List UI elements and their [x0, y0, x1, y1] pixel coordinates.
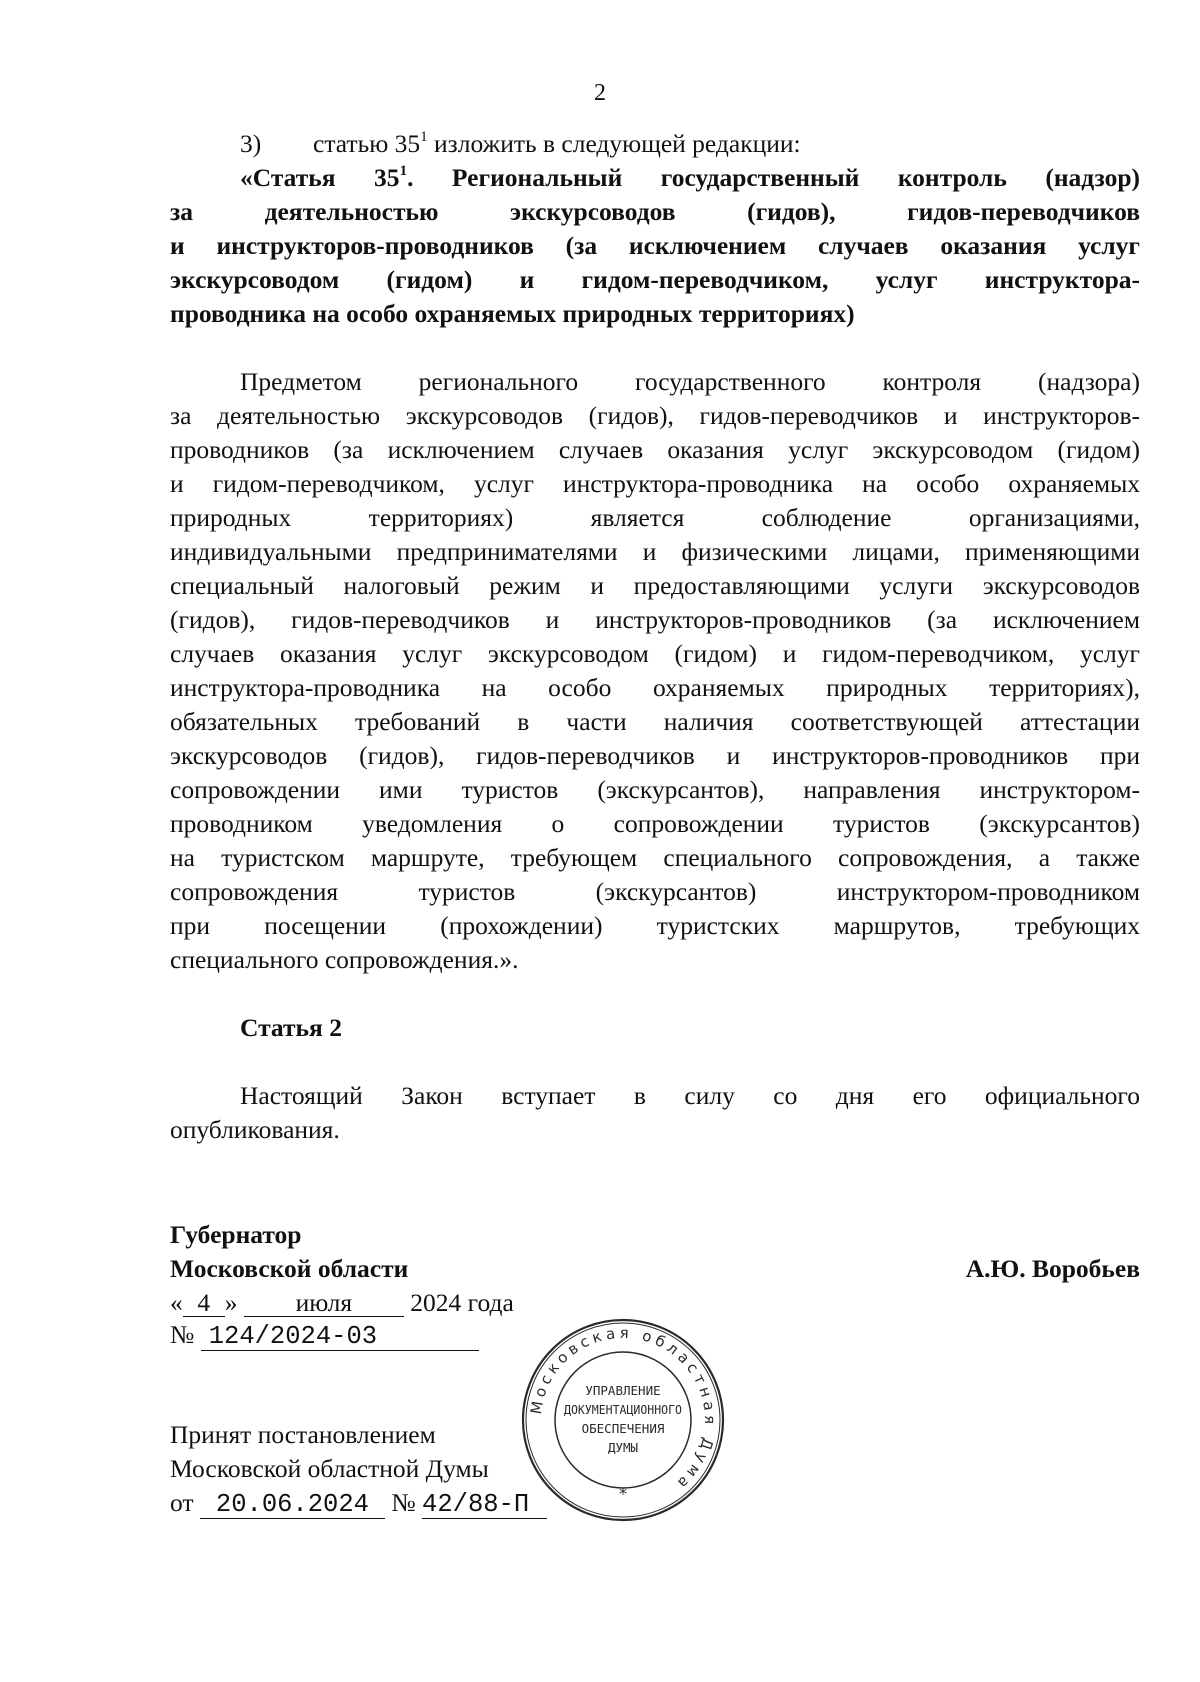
official-seal-stamp [518, 1315, 728, 1525]
seal-center-line-4: ДУМЫ [607, 1440, 639, 1455]
seal-center-line-3: ОБЕСПЕЧЕНИЯ [581, 1421, 665, 1436]
seal-center-line-1: УПРАВЛЕНИЕ [585, 1383, 661, 1398]
adoption-line-3 [170, 1486, 547, 1520]
paragraph-line: (гидов), гидов-переводчиков и инструкторов-проводников (за исключением [170, 605, 1140, 634]
item-superscript: 1 [420, 129, 428, 145]
paragraph-line: сопровождении ими туристов (экскурсантов), направления инструктором- [170, 775, 1140, 804]
article-2-text-line-1: Настоящий Закон вступает в силу со дня его официального [240, 1081, 1140, 1110]
adoption-date: 20.06.2024 [200, 1492, 385, 1519]
paragraph-line: случаев оказания услуг экскурсоводом (гидом) и гидом-переводчиком, услуг [170, 639, 1140, 668]
adoption-number: 42/88-П [422, 1492, 547, 1519]
quote-open: « [170, 1288, 183, 1317]
law-number-value: 124/2024-03 [201, 1324, 479, 1351]
signing-month: июля [244, 1290, 404, 1317]
paragraph-line: Предметом регионального государственного контроля (надзора) [240, 367, 1140, 396]
article-2-heading: Статья 2 [240, 1013, 342, 1042]
item-text-after: изложить в следующей редакции: [427, 129, 801, 158]
paragraph-line: за деятельностью экскурсоводов (гидов), гидов-переводчиков и инструкторов- [170, 401, 1140, 430]
signing-day: 4 [183, 1290, 225, 1317]
paragraph-line: инструктора-проводника на особо охраняемых природных территориях), [170, 673, 1140, 702]
law-number [170, 1318, 479, 1352]
paragraph-line: индивидуальными предпринимателями и физическими лицами, применяющими [170, 537, 1140, 566]
article-2-text-line-2: опубликования. [170, 1115, 340, 1144]
paragraph-line: специальный налоговый режим и предоставляющими услуги экскурсоводов [170, 571, 1140, 600]
article-heading-line-1: «Статья $35^1$. Региональный государственный контроль (надзор) [240, 163, 1140, 192]
adoption-info [170, 1418, 547, 1520]
page-number: 2 [594, 80, 606, 106]
item-number: 3) [240, 129, 262, 158]
signing-date [170, 1286, 514, 1320]
paragraph-line: на туристском маршруте, требующем специального сопровождения, а также [170, 843, 1140, 872]
adoption-number-label: № [391, 1488, 416, 1517]
signer-name: А.Ю. Воробьев [965, 1254, 1140, 1283]
law-number-label: № [170, 1320, 195, 1349]
seal-star: * [619, 1484, 627, 1503]
quote-close: » [224, 1288, 238, 1317]
article-heading-line-2: за деятельностью экскурсоводов (гидов), гидов-переводчиков [170, 197, 1140, 226]
article-heading-line-4: экскурсоводом (гидом) и гидом-переводчиком, услуг инструктора- [170, 265, 1140, 294]
paragraph-line: и гидом-переводчиком, услуг инструктора-проводника на особо охраняемых [170, 469, 1140, 498]
paragraph-line: при посещении (прохождении) туристских маршрутов, требующих [170, 911, 1140, 940]
signatory-title-line-1: Губернатор [170, 1220, 302, 1249]
paragraph-line: обязательных требований в части наличия соответствующей аттестации [170, 707, 1140, 736]
seal-center-line-2: ДОКУМЕНТАЦИОННОГО [564, 1403, 682, 1417]
signing-year: 2024 года [410, 1288, 514, 1317]
article-heading-line-5: проводника на особо охраняемых природных территориях) [170, 299, 855, 328]
spacer [170, 977, 1140, 1011]
paragraph-line: проводников (за исключением случаев оказания услуг экскурсоводом (гидом) [170, 435, 1140, 464]
spacer [170, 1045, 1140, 1079]
paragraph-line: природных территориях) является соблюдение организациями, [170, 503, 1140, 532]
paragraph-line: специального сопровождения.». [170, 945, 519, 974]
seal-ring-text: Московская областная Дума [526, 1323, 720, 1495]
paragraph-line: экскурсоводов (гидов), гидов-переводчиков и инструкторов-проводников при [170, 741, 1140, 770]
adoption-line-2: Московской областной Думы [170, 1454, 489, 1483]
amendment-item [170, 127, 1140, 161]
law-text [170, 127, 1140, 1147]
spacer [170, 331, 1140, 365]
signatory-title [170, 1218, 408, 1286]
article-heading-line-3: и инструкторов-проводников (за исключением случаев оказания услуг [170, 231, 1140, 260]
adoption-line-1: Принят постановлением [170, 1420, 436, 1449]
signatory-title-line-2: Московской области [170, 1254, 409, 1283]
paragraph-line: сопровождения туристов (экскурсантов) инструктором-проводником [170, 877, 1140, 906]
item-text-before: статью 35 [313, 129, 421, 158]
adoption-date-label: от [170, 1488, 194, 1517]
paragraph-line: проводником уведомления о сопровождении туристов (экскурсантов) [170, 809, 1140, 838]
